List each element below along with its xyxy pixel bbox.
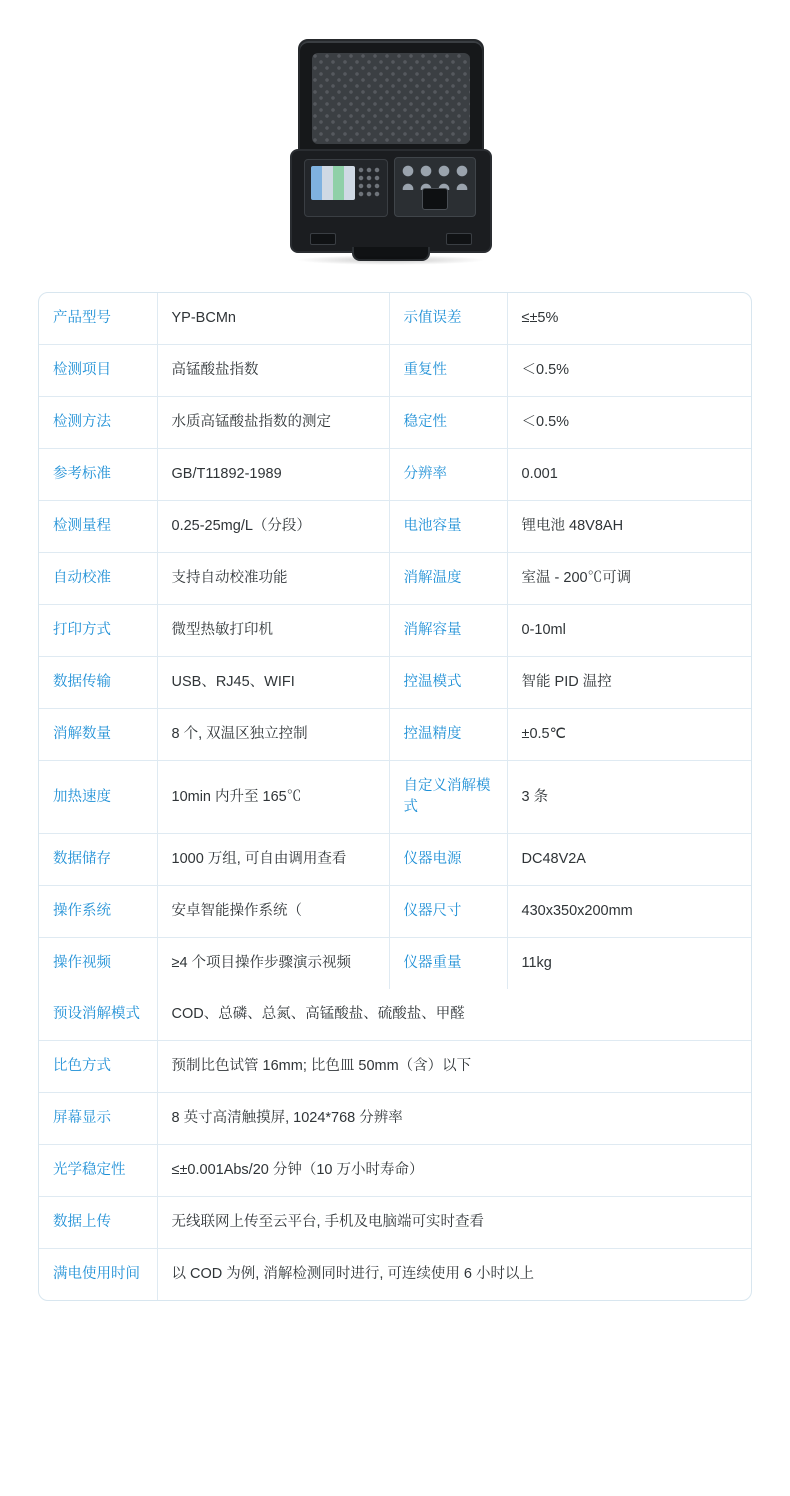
table-row: [39, 449, 751, 501]
table-row: [39, 989, 751, 1041]
spec-key: 仪器尺寸: [389, 886, 507, 938]
spec-value: 8 英寸高清触摸屏, 1024*768 分辨率: [157, 1093, 751, 1145]
table-row: [39, 657, 751, 709]
spec-value: DC48V2A: [507, 834, 751, 886]
spec-key: 操作系统: [39, 886, 157, 938]
table-row: [39, 709, 751, 761]
spec-key: 满电使用时间: [39, 1249, 157, 1301]
spec-value: 1000 万组, 可自由调用查看: [157, 834, 389, 886]
spec-key: 控温模式: [389, 657, 507, 709]
spec-key: 自定义消解模式: [389, 761, 507, 834]
spec-key: 检测项目: [39, 345, 157, 397]
table-row: [39, 1093, 751, 1145]
spec-key: 打印方式: [39, 605, 157, 657]
spec-value: 预制比色试管 16mm; 比色皿 50mm（含）以下: [157, 1041, 751, 1093]
table-row: [39, 553, 751, 605]
spec-value: 无线联网上传至云平台, 手机及电脑端可实时查看: [157, 1197, 751, 1249]
table-row: [39, 834, 751, 886]
spec-key: 检测方法: [39, 397, 157, 449]
spec-value: 3 条: [507, 761, 751, 834]
product-image: [290, 21, 500, 271]
spec-key: 操作视频: [39, 938, 157, 990]
spec-value: ＜0.5%: [507, 345, 751, 397]
spec-key: 消解容量: [389, 605, 507, 657]
spec-value: 0.001: [507, 449, 751, 501]
spec-value: 水质高锰酸盐指数的测定: [157, 397, 389, 449]
spec-value: ≥4 个项目操作步骤演示视频: [157, 938, 389, 990]
spec-value: 8 个, 双温区独立控制: [157, 709, 389, 761]
spec-value: 室温 - 200℃可调: [507, 553, 751, 605]
reactor-knob-icon: [422, 188, 448, 210]
spec-value: 430x350x200mm: [507, 886, 751, 938]
case-latch-right-icon: [446, 233, 472, 245]
spec-value: GB/T11892-1989: [157, 449, 389, 501]
spec-key: 电池容量: [389, 501, 507, 553]
product-image-section: [0, 0, 790, 292]
spec-value: ±0.5℃: [507, 709, 751, 761]
table-row: [39, 1249, 751, 1301]
spec-key: 自动校准: [39, 553, 157, 605]
spec-key: 控温精度: [389, 709, 507, 761]
spec-value: ≤±0.001Abs/20 分钟（10 万小时寿命）: [157, 1145, 751, 1197]
spec-value: COD、总磷、总氮、高锰酸盐、硫酸盐、甲醛: [157, 989, 751, 1041]
spec-wide-rows: [39, 989, 751, 1300]
touchscreen-icon: [311, 166, 355, 200]
spec-key: 仪器重量: [389, 938, 507, 990]
control-panel-icon: [304, 159, 388, 217]
case-latch-left-icon: [310, 233, 336, 245]
spec-value: USB、RJ45、WIFI: [157, 657, 389, 709]
table-row: [39, 501, 751, 553]
foam-padding-icon: [312, 53, 470, 144]
spec-key: 示值误差: [389, 293, 507, 345]
sample-wells-icon: [401, 164, 469, 190]
spec-value: ＜0.5%: [507, 397, 751, 449]
table-row: [39, 345, 751, 397]
spec-key: 数据储存: [39, 834, 157, 886]
spec-key: 预设消解模式: [39, 989, 157, 1041]
spec-paired-rows: [39, 293, 751, 989]
spec-key: 数据上传: [39, 1197, 157, 1249]
table-row: [39, 886, 751, 938]
drop-shadow: [296, 255, 486, 265]
table-row: [39, 1041, 751, 1093]
spec-key: 数据传输: [39, 657, 157, 709]
spec-value: 微型热敏打印机: [157, 605, 389, 657]
spec-key: 屏幕显示: [39, 1093, 157, 1145]
spec-key: 参考标准: [39, 449, 157, 501]
table-row: [39, 761, 751, 834]
spec-value: 支持自动校准功能: [157, 553, 389, 605]
spec-key: 仪器电源: [389, 834, 507, 886]
spec-value: 锂电池 48V8AH: [507, 501, 751, 553]
table-row: [39, 1197, 751, 1249]
table-row: [39, 1145, 751, 1197]
spec-key: 消解数量: [39, 709, 157, 761]
spec-value: 安卓智能操作系统（: [157, 886, 389, 938]
spec-value: 10min 内升至 165℃: [157, 761, 389, 834]
spec-value: YP-BCMn: [157, 293, 389, 345]
spec-value: 0-10ml: [507, 605, 751, 657]
digestion-block-icon: [394, 157, 476, 217]
case-lid-icon: [298, 39, 484, 154]
spec-value: 智能 PID 温控: [507, 657, 751, 709]
table-row: [39, 938, 751, 990]
spec-key: 分辨率: [389, 449, 507, 501]
spec-key: 比色方式: [39, 1041, 157, 1093]
spec-key: 检测量程: [39, 501, 157, 553]
spec-value: 以 COD 为例, 消解检测同时进行, 可连续使用 6 小时以上: [171, 1266, 535, 1283]
spec-value: 高锰酸盐指数: [157, 345, 389, 397]
table-row: [39, 293, 751, 345]
spec-key: 重复性: [389, 345, 507, 397]
table-row: [39, 397, 751, 449]
spec-value: 0.25-25mg/L（分段）: [157, 501, 389, 553]
case-body-icon: [290, 149, 492, 253]
spec-key: 加热速度: [39, 761, 157, 834]
keypad-icon: [358, 167, 382, 199]
spec-key: 稳定性: [389, 397, 507, 449]
spec-value: ≤±5%: [507, 293, 751, 345]
spec-value: 11kg: [521, 955, 552, 972]
table-row: [39, 605, 751, 657]
spec-key: 消解温度: [389, 553, 507, 605]
spec-key: 光学稳定性: [39, 1145, 157, 1197]
spec-key: 产品型号: [39, 293, 157, 345]
specification-table: [38, 292, 752, 1301]
